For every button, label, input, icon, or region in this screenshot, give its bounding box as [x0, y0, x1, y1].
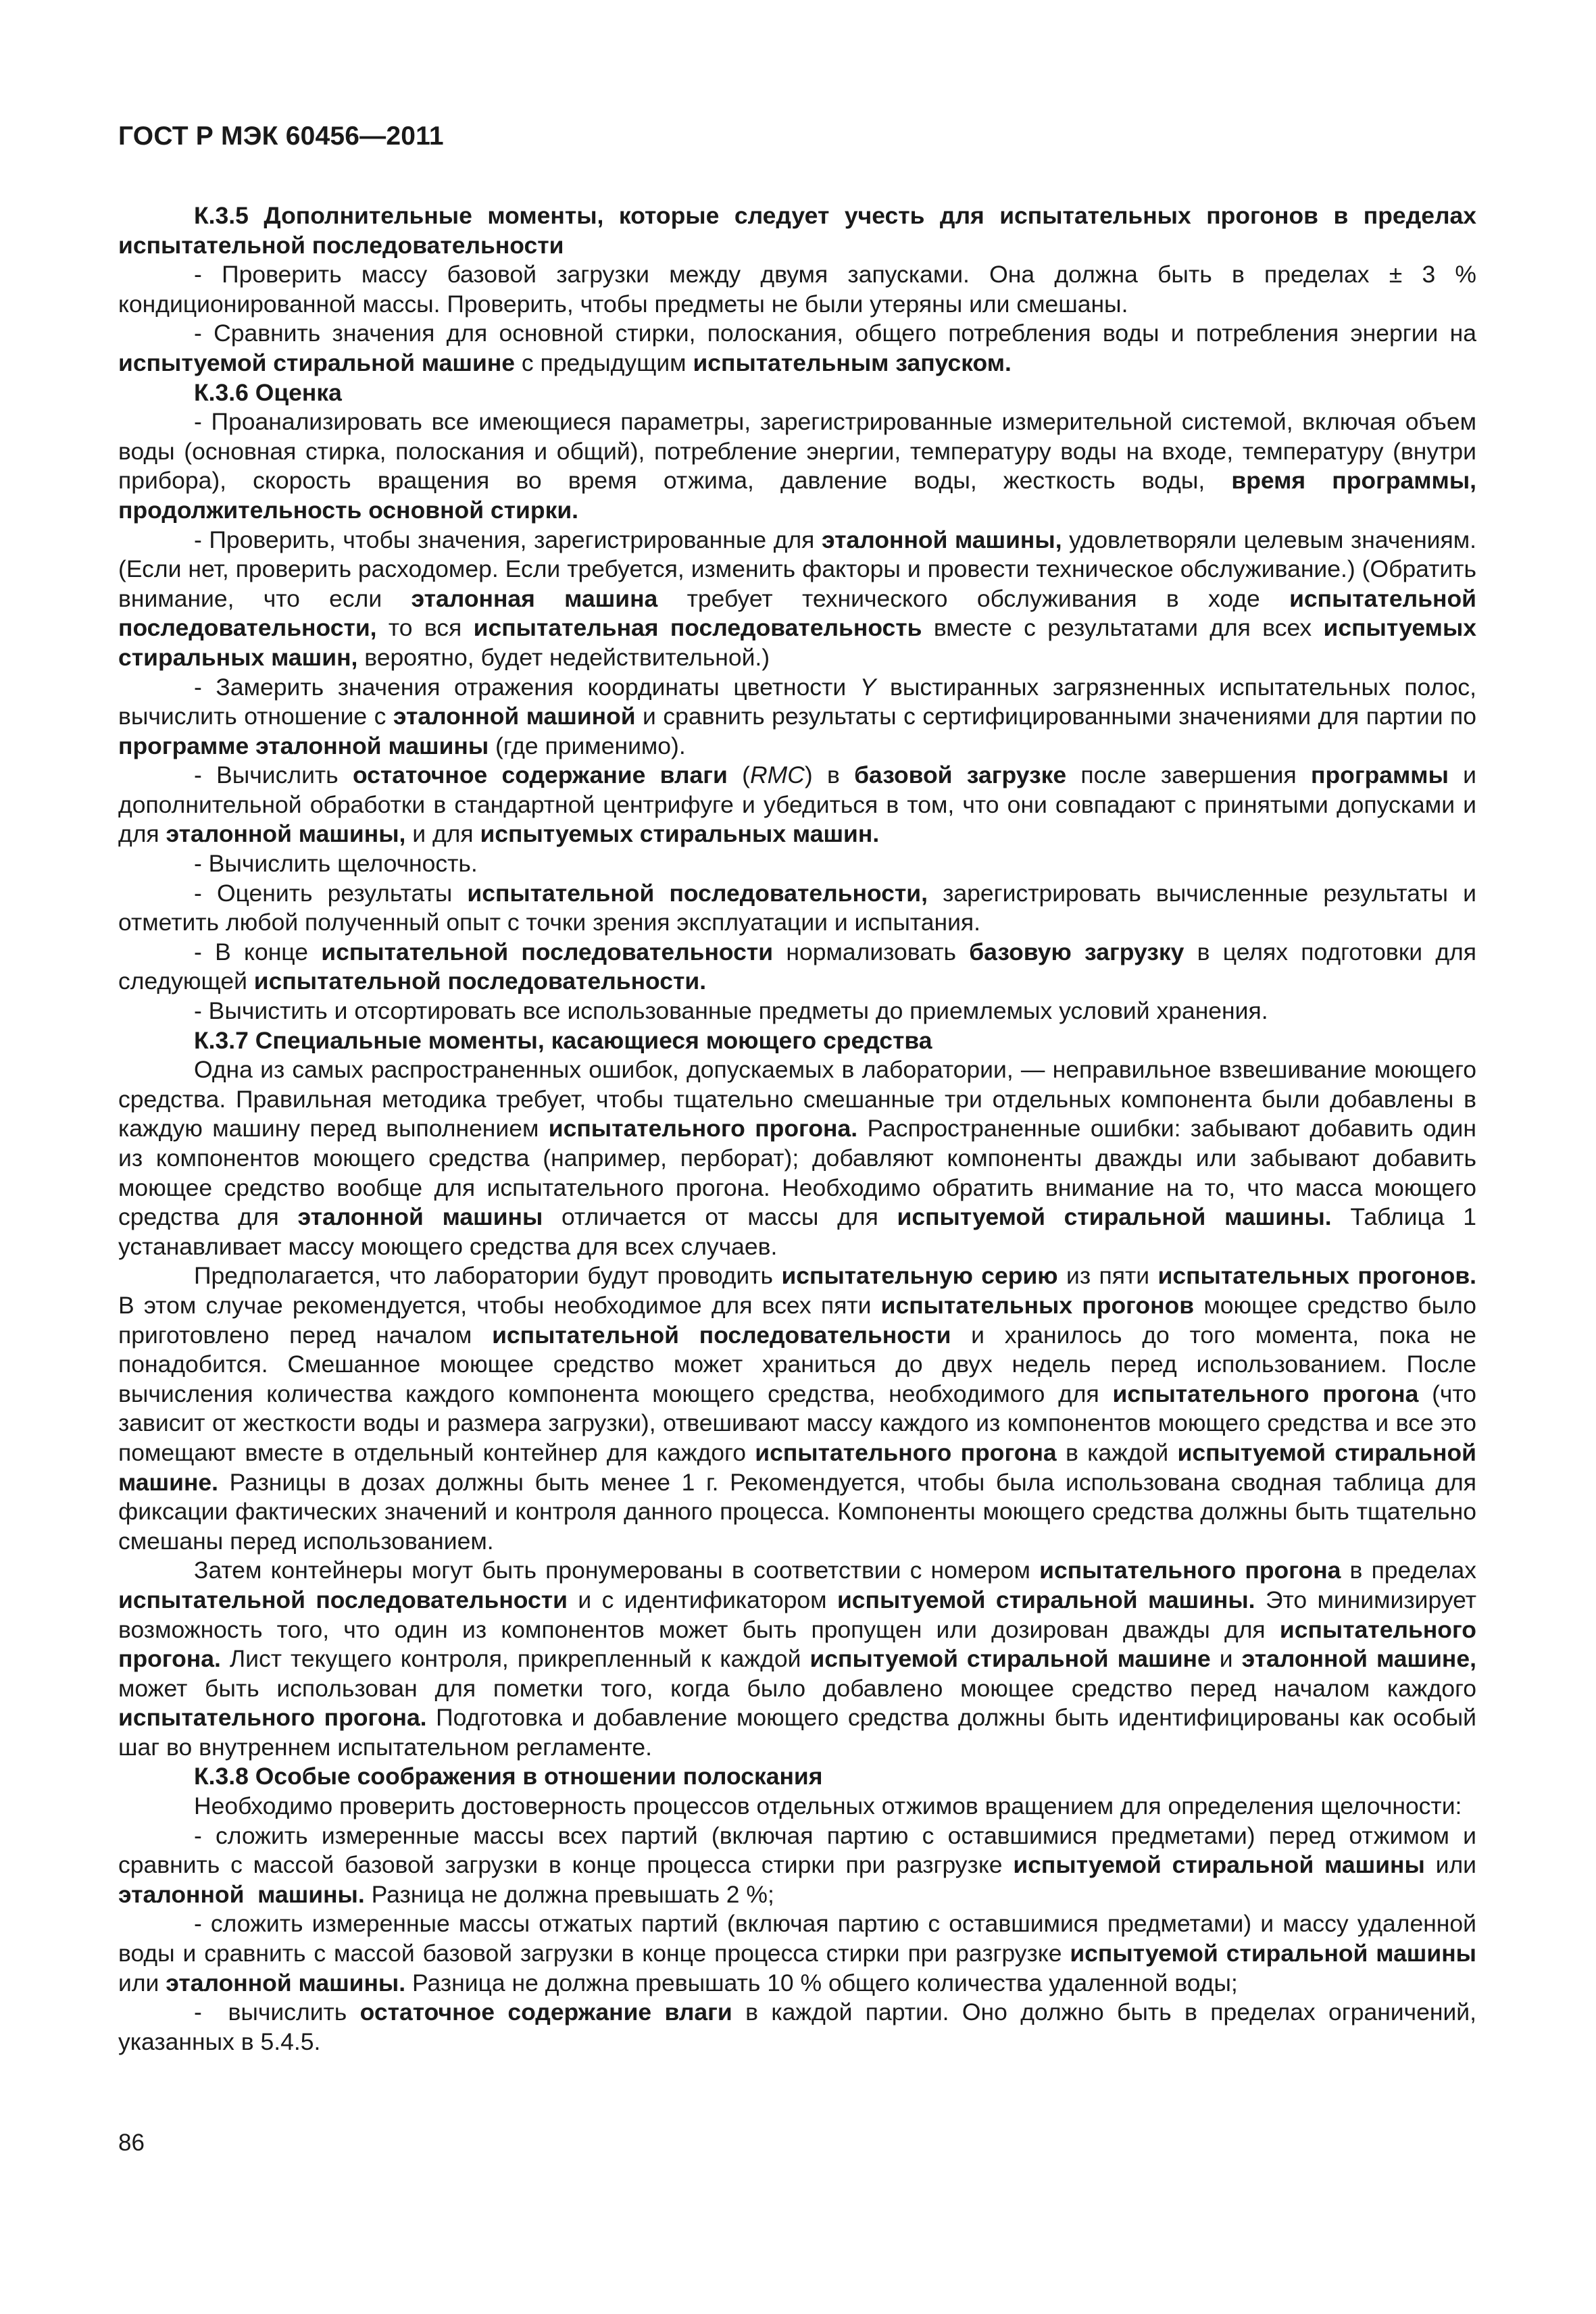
- section-heading: К.3.7 Специальные моменты, касающиеся моющего средства: [194, 1026, 932, 1054]
- paragraph: - Сравнить значения для основной стирки, полоскания, общего потребления воды и потребления энергии на испытуемой стиральной машине с предыдущим испытательным запуском.: [118, 320, 1476, 376]
- section-heading: К.3.8 Особые соображения в отношении полоскания: [194, 1763, 823, 1790]
- document-body: [118, 201, 1476, 2057]
- paragraph: - сложить измеренные массы всех партий (включая партию с оставшимися предметами) перед отжимом и сравнить с массой базовой загрузки в конце процесса стирки при разгрузке испытуемой стиральной машины или эталонной машины. Разница не должна превышать 2 %;: [118, 1821, 1476, 1908]
- paragraph: - Проверить, чтобы значения, зарегистрированные для эталонной машины, удовлетворяли целевым значениям. (Если нет, проверить расходомер. Если требуется, изменить факторы и провести техническое обслуживание.) (Обратить внимание, что если эталонная машина требует технического обслуживания в ходе испытательной последовательности, то вся испытательная последовательность вместе с результатами для всех испытуемых стиральных машин, вероятно, будет недействительной.): [118, 526, 1477, 671]
- document-header: ГОСТ Р МЭК 60456—2011: [118, 122, 444, 151]
- paragraph: Затем контейнеры могут быть пронумерованы в соответствии с номером испытательного прогона в пределах испытательной последовательности и с идентификатором испытуемой стиральной машины. Это минимизирует возможность того, что один из компонентов может быть пропущен или дозирован дважды для испытательного прогона. Лист текущего контроля, прикрепленный к каждой испытуемой стиральной машине и эталонной машине, может быть использован для пометки того, когда было добавлено моющее средство перед началом каждого испытательного прогона. Подготовка и добавление моющего средства должны быть идентифицированы как особый шаг во внутреннем испытательном регламенте.: [118, 1557, 1477, 1761]
- paragraph: - сложить измеренные массы отжатых партий (включая партию с оставшимися предметами) и массу удаленной воды и сравнить с массой базовой загрузки в конце процесса стирки при разгрузке испытуемой стиральной машины или эталонной машины. Разница не должна превышать 10 % общего количества удаленной воды;: [118, 1910, 1476, 1996]
- paragraph: - Замерить значения отражения координаты цветности Y выстиранных загрязненных испытательных полос, вычислить отношение с эталонной машиной и сравнить результаты с сертифицированными значениями для партии по программе эталонной машины (где применимо).: [118, 673, 1476, 759]
- page-number: 86: [118, 2130, 145, 2156]
- paragraph: Одна из самых распространенных ошибок, допускаемых в лаборатории, — неправильное взвешивание моющего средства. Правильная методика требует, чтобы тщательно смешанные три отдельных компонента были добавлены в каждую машину перед выполнением испытательного прогона. Распространенные ошибки: забывают добавить один из компонентов моющего средства (например, перборат); добавляют компоненты дважды или забывают добавить моющее средство вообще для испытательного прогона. Необходимо обратить внимание на то, что масса моющего средства для эталонной машины отличается от массы для испытуемой стиральной машины. Таблица 1 устанавливает массу моющего средства для всех случаев.: [118, 1056, 1476, 1260]
- paragraph: - Вычислить остаточное содержание влаги (RMC) в базовой загрузке после завершения программы и дополнительной обработки в стандартной центрифуге и убедиться в том, что они совпадают с принятыми допусками и для эталонной машины, и для испытуемых стиральных машин.: [118, 761, 1476, 848]
- paragraph: Предполагается, что лаборатории будут проводить испытательную серию из пяти испытательных прогонов. В этом случае рекомендуется, чтобы необходимое для всех пяти испытательных прогонов моющее средство было приготовлено перед началом испытательной последовательности и хранилось до того момента, пока не понадобится. Смешанное моющее средство может храниться до двух недель перед использованием. После вычисления количества каждого компонента моющего средства, необходимого для испытательного прогона (что зависит от жесткости воды и размера загрузки), отвешивают массу каждого из компонентов моющего средства и все это помещают вместе в отдельный контейнер для каждого испытательного прогона в каждой испытуемой стиральной машине. Разницы в дозах должны быть менее 1 г. Рекомендуется, чтобы была использована сводная таблица для фиксации фактических значений и контроля данного процесса. Компоненты моющего средства должны быть тщательно смешаны перед использованием.: [118, 1262, 1476, 1555]
- paragraph: - вычислить остаточное содержание влаги в каждой партии. Оно должно быть в пределах ограничений, указанных в 5.4.5.: [118, 1998, 1476, 2055]
- paragraph: - Проверить массу базовой загрузки между двумя запусками. Она должна быть в пределах ± 3 % кондиционированной массы. Проверить, чтобы предметы не были утеряны или смешаны.: [118, 261, 1476, 318]
- document-page: [118, 0, 1476, 2314]
- paragraph: - Вычистить и отсортировать все использованные предметы до приемлемых условий хранения.: [194, 997, 1268, 1025]
- paragraph: Необходимо проверить достоверность процессов отдельных отжимов вращением для определения щелочности:: [194, 1792, 1462, 1820]
- paragraph: - Проанализировать все имеющиеся параметры, зарегистрированные измерительной системой, включая объем воды (основная стирка, полоскания и общий), потребление энергии, температуру воды на входе, температуру (внутри прибора), скорость вращения во время отжима, давление воды, жесткость воды, время программы, продолжительность основной стирки.: [118, 408, 1476, 524]
- paragraph: - Вычислить щелочность.: [194, 850, 478, 878]
- paragraph: - Оценить результаты испытательной последовательности, зарегистрировать вычисленные результаты и отметить любой полученный опыт с точки зрения эксплуатации и испытания.: [118, 879, 1476, 936]
- paragraph: - В конце испытательной последовательности нормализовать базовую загрузку в целях подготовки для следующей испытательной последовательности.: [118, 938, 1476, 995]
- section-heading: К.3.6 Оценка: [194, 378, 342, 406]
- section-heading: К.3.5 Дополнительные моменты, которые следует учесть для испытательных прогонов в пределах испытательной последовательности: [118, 202, 1476, 259]
